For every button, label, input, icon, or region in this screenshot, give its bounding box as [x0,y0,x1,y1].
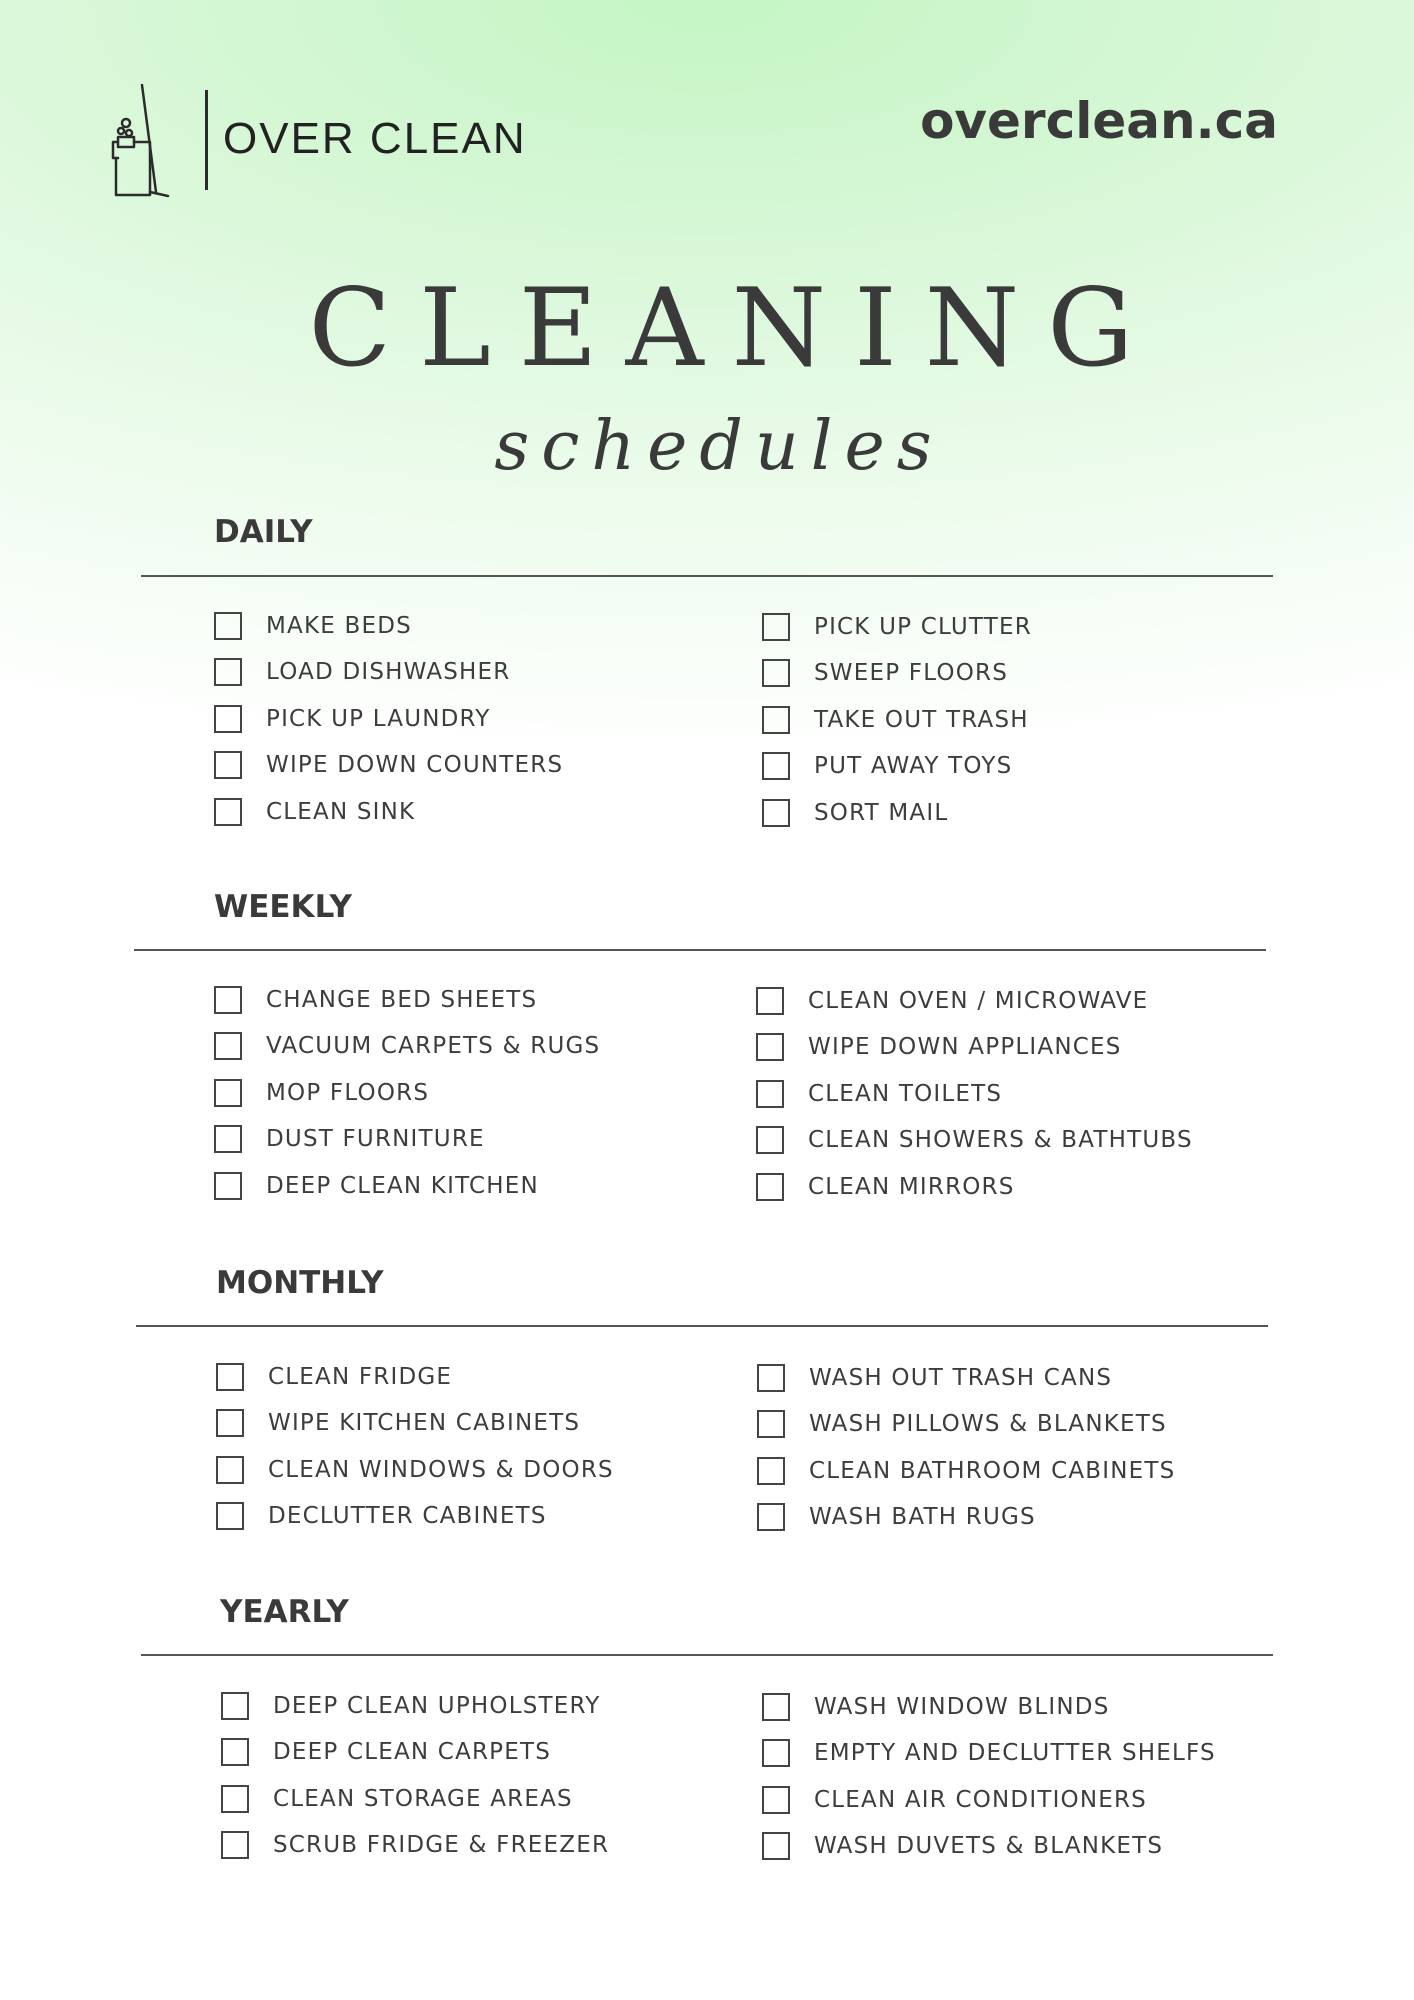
logo-wordmark: OVER CLEAN [223,114,527,163]
task-checkbox[interactable] [762,799,790,827]
task-checkbox[interactable] [762,1739,790,1767]
task-label: WIPE DOWN COUNTERS [266,752,564,779]
task-checkbox[interactable] [216,1363,244,1391]
task-label: LOAD DISHWASHER [266,659,511,686]
section-divider [136,1325,1268,1327]
task-label: WASH DUVETS & BLANKETS [814,1833,1164,1860]
task-label: EMPTY AND DECLUTTER SHELFS [814,1740,1216,1767]
website-url[interactable]: overclean.ca [920,92,1278,150]
task-checkbox[interactable] [221,1692,249,1720]
task-checkbox[interactable] [216,1456,244,1484]
task-label: DUST FURNITURE [266,1126,485,1153]
cleaning-cart-icon [110,80,200,205]
task-checkbox[interactable] [214,1032,242,1060]
section-heading: DAILY [214,514,313,550]
task-label: WIPE DOWN APPLIANCES [808,1034,1122,1061]
task-label: MAKE BEDS [266,613,412,639]
task-label: VACUUM CARPETS & RUGS [266,1033,601,1060]
task-checkbox[interactable] [221,1785,249,1813]
task-label: DEEP CLEAN UPHOLSTERY [273,1693,601,1719]
task-checkbox[interactable] [756,1126,784,1154]
task-checkbox[interactable] [214,798,242,826]
task-label: PICK UP CLUTTER [814,614,1032,640]
task-checkbox[interactable] [757,1457,785,1485]
task-label: MOP FLOORS [266,1079,430,1106]
task-label: CLEAN SINK [266,798,416,825]
task-checkbox[interactable] [214,1172,242,1200]
task-checkbox[interactable] [756,1173,784,1201]
task-checkbox[interactable] [221,1831,249,1859]
task-checkbox[interactable] [762,1832,790,1860]
task-checkbox[interactable] [216,1502,244,1530]
task-label: CLEAN MIRRORS [808,1173,1015,1200]
task-label: SORT MAIL [814,799,949,826]
task-label: CLEAN AIR CONDITIONERS [814,1786,1147,1813]
task-label: CLEAN STORAGE AREAS [273,1785,573,1812]
task-checkbox[interactable] [214,986,242,1014]
task-label: CLEAN BATHROOM CABINETS [809,1457,1176,1484]
task-checkbox[interactable] [216,1409,244,1437]
task-label: CLEAN FRIDGE [268,1364,453,1390]
page-title: CLEANING [308,266,1162,391]
task-checkbox[interactable] [757,1410,785,1438]
task-checkbox[interactable] [762,659,790,687]
task-label: WASH WINDOW BLINDS [814,1694,1110,1720]
task-checkbox[interactable] [221,1738,249,1766]
section-divider [134,949,1266,951]
task-label: DEEP CLEAN KITCHEN [266,1172,539,1199]
task-label: CLEAN WINDOWS & DOORS [268,1456,614,1483]
task-label: CLEAN SHOWERS & BATHTUBS [808,1127,1193,1154]
brand-logo [110,80,530,205]
task-checkbox[interactable] [757,1503,785,1531]
task-label: WIPE KITCHEN CABINETS [268,1410,581,1437]
task-label: CHANGE BED SHEETS [266,987,538,1013]
section-heading: YEARLY [220,1594,349,1630]
task-label: TAKE OUT TRASH [814,706,1029,733]
task-checkbox[interactable] [214,1079,242,1107]
task-checkbox[interactable] [214,751,242,779]
task-checkbox[interactable] [214,658,242,686]
section-heading: WEEKLY [214,889,352,925]
task-label: PICK UP LAUNDRY [266,705,491,732]
task-checkbox[interactable] [214,1125,242,1153]
task-label: CLEAN TOILETS [808,1080,1003,1107]
section-divider [141,575,1273,577]
task-checkbox[interactable] [762,752,790,780]
task-checkbox[interactable] [762,1786,790,1814]
task-label: DECLUTTER CABINETS [268,1503,547,1530]
section-heading: MONTHLY [216,1265,384,1301]
task-label: SWEEP FLOORS [814,660,1008,687]
task-checkbox[interactable] [214,612,242,640]
task-label: WASH OUT TRASH CANS [809,1365,1113,1391]
task-label: CLEAN OVEN / MICROWAVE [808,988,1149,1014]
task-checkbox[interactable] [757,1364,785,1392]
task-checkbox[interactable] [756,987,784,1015]
task-checkbox[interactable] [756,1080,784,1108]
task-label: SCRUB FRIDGE & FREEZER [273,1832,610,1859]
task-checkbox[interactable] [762,1693,790,1721]
task-label: PUT AWAY TOYS [814,753,1013,780]
task-checkbox[interactable] [214,705,242,733]
page-subtitle: schedules [494,407,944,486]
logo-divider [205,90,208,190]
task-label: WASH BATH RUGS [809,1504,1036,1531]
section-divider [141,1654,1273,1656]
task-checkbox[interactable] [762,613,790,641]
task-checkbox[interactable] [762,706,790,734]
task-label: WASH PILLOWS & BLANKETS [809,1411,1167,1438]
task-label: DEEP CLEAN CARPETS [273,1739,552,1766]
task-checkbox[interactable] [756,1033,784,1061]
